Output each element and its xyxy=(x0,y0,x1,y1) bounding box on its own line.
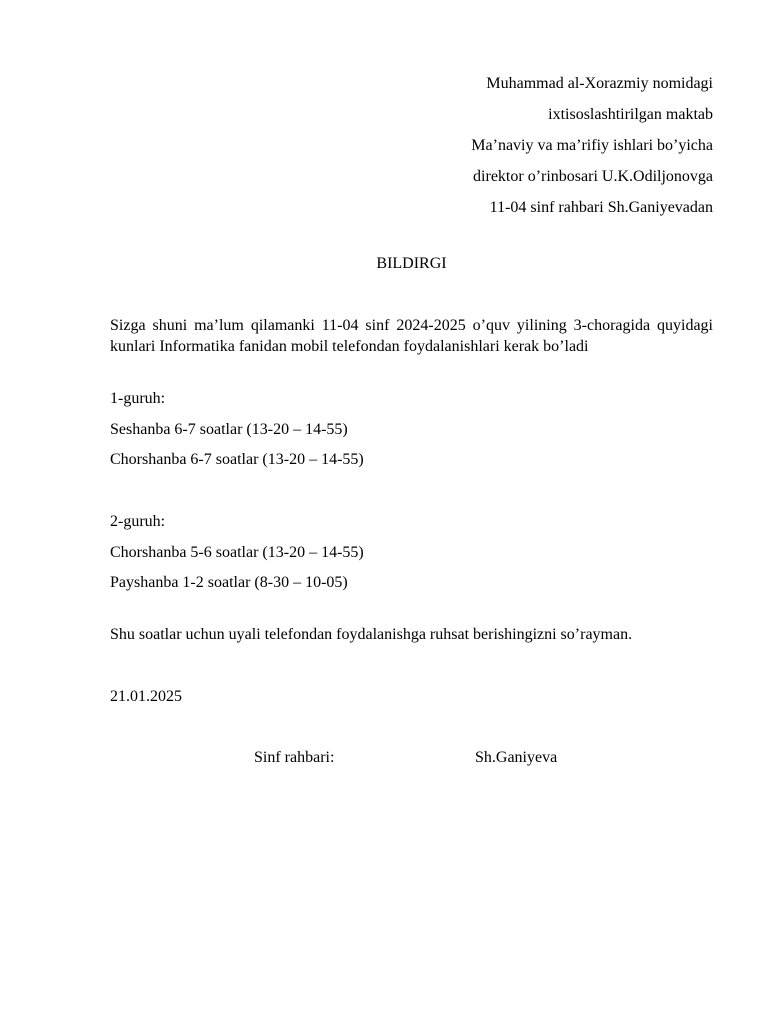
group2-item: Payshanba 1-2 soatlar (8-30 – 10-05) xyxy=(110,574,348,591)
addressee-line-recipient: direktor o’rinbosari U.K.Odiljonovga xyxy=(473,168,713,185)
request-paragraph: Shu soatlar uchun uyali telefondan foydalanishga ruhsat berishingizni so’rayman. xyxy=(110,626,633,643)
addressee-line-school: Muhammad al-Xorazmiy nomidagi xyxy=(486,75,713,92)
group2-item: Chorshanba 5-6 soatlar (13-20 – 14-55) xyxy=(110,544,364,561)
intro-paragraph: Sizga shuni ma’lum qilamanki 11-04 sinf 2024-2025 o’quv yilining 3-choragida quyidagi kunlari Informatika fanidan mobil telefondan foydalanishlari kerak bo’ladi xyxy=(110,317,713,355)
group1-label: 1-guruh: xyxy=(110,390,166,407)
signature-label: Sinf rahbari: xyxy=(254,749,335,766)
addressee-line-school-type: ixtisoslashtirilgan maktab xyxy=(548,106,713,123)
addressee-block xyxy=(471,68,713,223)
addressee-line-position: Ma’naviy va ma’rifiy ishlari bo’yicha xyxy=(471,137,713,154)
signature-name: Sh.Ganiyeva xyxy=(475,749,558,766)
document-title: BILDIRGI xyxy=(376,255,447,272)
group1-item: Chorshanba 6-7 soatlar (13-20 – 14-55) xyxy=(110,451,364,468)
group2-label: 2-guruh: xyxy=(110,513,166,530)
addressee-line-sender: 11-04 sinf rahbari Sh.Ganiyevadan xyxy=(489,199,713,216)
document-date: 21.01.2025 xyxy=(110,688,182,705)
group1-item: Seshanba 6-7 soatlar (13-20 – 14-55) xyxy=(110,421,348,438)
